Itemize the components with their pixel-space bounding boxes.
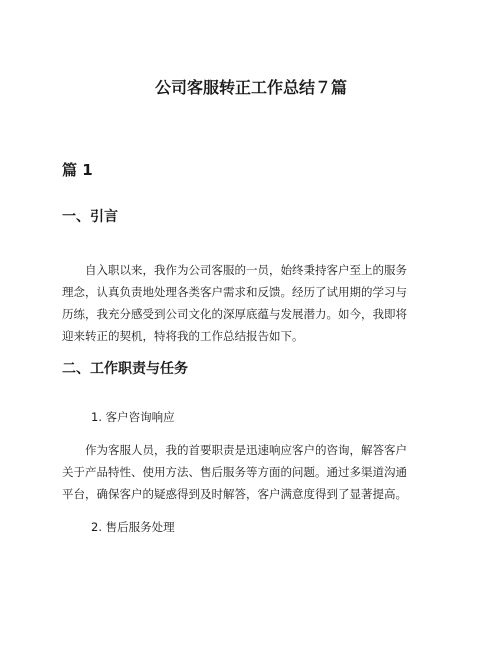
document-title: 公司客服转正工作总结７篇 <box>154 78 347 97</box>
introduction-paragraph <box>62 259 442 347</box>
piece-heading: 篇 1 <box>62 161 93 179</box>
paragraph-line: 历练，我充分感受到公司文化的深厚底蕴与发展潜力。如今，我即将 <box>62 307 407 321</box>
paragraph-line: 自入职以来，我作为公司客服的一员，始终秉持客户至上的服务 <box>85 263 407 277</box>
paragraph-line: 迎来转正的契机，特将我的工作总结报告如下。 <box>62 329 304 343</box>
section-heading-duties: 二、工作职责与任务 <box>62 361 188 377</box>
customer-inquiry-paragraph <box>62 439 442 505</box>
paragraph-line: 关于产品特性、使用方法、售后服务等方面的问题。通过多渠道沟通 <box>62 465 407 479</box>
paragraph-line: 作为客服人员，我的首要职责是迅速响应客户的咨询，解答客户 <box>85 443 407 457</box>
paragraph-line: 理念，认真负责地处理各类客户需求和反馈。经历了试用期的学习与 <box>62 285 407 299</box>
list-item-customer-inquiry: 1. 客户咨询响应 <box>91 410 175 424</box>
list-item-after-sales: 2. 售后服务处理 <box>91 520 175 534</box>
section-heading-introduction: 一、引言 <box>62 209 118 225</box>
paragraph-line: 平台，确保客户的疑惑得到及时解答，客户满意度得到了显著提高。 <box>62 487 407 501</box>
